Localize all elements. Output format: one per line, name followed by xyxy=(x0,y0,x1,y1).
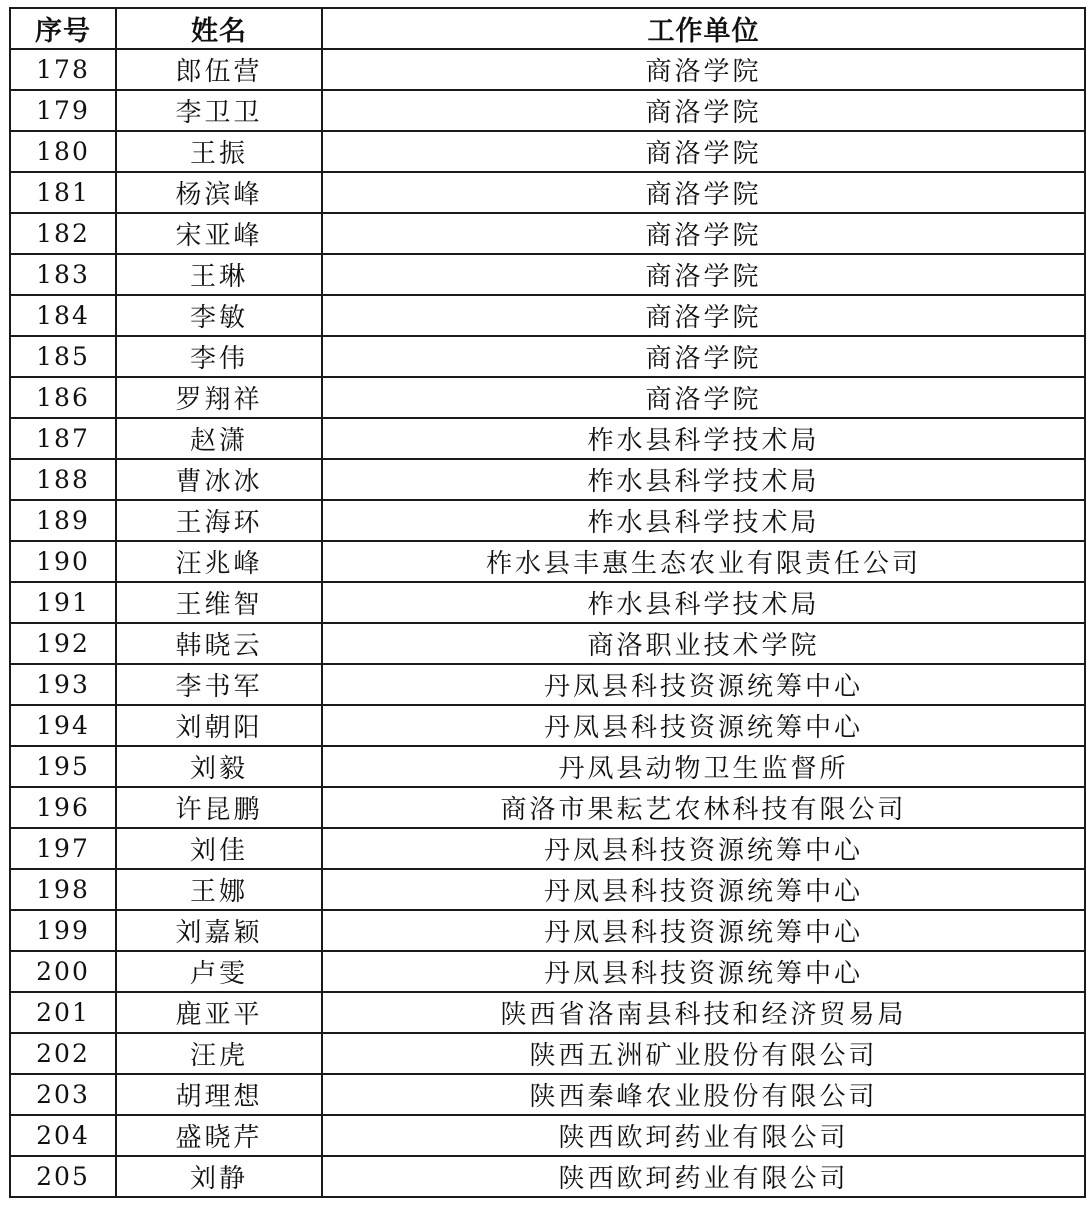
org-cell: 商洛市果耘艺农林科技有限公司 xyxy=(322,787,1085,828)
name-cell: 刘毅 xyxy=(116,746,322,787)
table-row xyxy=(10,541,1085,582)
table-row xyxy=(10,418,1085,459)
header-org: 工作单位 xyxy=(322,8,1085,49)
seq-cell: 188 xyxy=(10,459,116,500)
seq-cell: 179 xyxy=(10,90,116,131)
name-cell: 李敏 xyxy=(116,295,322,336)
org-cell: 商洛学院 xyxy=(322,377,1085,418)
name-cell: 杨滨峰 xyxy=(116,172,322,213)
seq-cell: 183 xyxy=(10,254,116,295)
name-cell: 胡理想 xyxy=(116,1074,322,1115)
seq-cell: 197 xyxy=(10,828,116,869)
table-row xyxy=(10,582,1085,623)
org-cell: 商洛学院 xyxy=(322,295,1085,336)
name-cell: 韩晓云 xyxy=(116,623,322,664)
seq-cell: 196 xyxy=(10,787,116,828)
name-cell: 鹿亚平 xyxy=(116,992,322,1033)
seq-cell: 189 xyxy=(10,500,116,541)
org-cell: 商洛学院 xyxy=(322,336,1085,377)
table-row xyxy=(10,664,1085,705)
table-row xyxy=(10,336,1085,377)
org-cell: 柞水县丰惠生态农业有限责任公司 xyxy=(322,541,1085,582)
seq-cell: 193 xyxy=(10,664,116,705)
org-cell: 陕西秦峰农业股份有限公司 xyxy=(322,1074,1085,1115)
table-row xyxy=(10,705,1085,746)
seq-cell: 203 xyxy=(10,1074,116,1115)
table-row xyxy=(10,1156,1085,1197)
name-cell: 李伟 xyxy=(116,336,322,377)
seq-cell: 194 xyxy=(10,705,116,746)
org-cell: 丹凤县动物卫生监督所 xyxy=(322,746,1085,787)
org-cell: 陕西欧珂药业有限公司 xyxy=(322,1156,1085,1197)
seq-cell: 178 xyxy=(10,49,116,90)
org-cell: 商洛学院 xyxy=(322,90,1085,131)
org-cell: 丹凤县科技资源统筹中心 xyxy=(322,910,1085,951)
name-cell: 王娜 xyxy=(116,869,322,910)
name-cell: 王琳 xyxy=(116,254,322,295)
table-row xyxy=(10,828,1085,869)
name-cell: 王维智 xyxy=(116,582,322,623)
org-cell: 商洛职业技术学院 xyxy=(322,623,1085,664)
roster-table xyxy=(9,7,1086,1198)
org-cell: 丹凤县科技资源统筹中心 xyxy=(322,828,1085,869)
table-row xyxy=(10,459,1085,500)
seq-cell: 180 xyxy=(10,131,116,172)
header-name: 姓名 xyxy=(116,8,322,49)
name-cell: 李书军 xyxy=(116,664,322,705)
table-body xyxy=(10,49,1085,1197)
table-row xyxy=(10,172,1085,213)
seq-cell: 192 xyxy=(10,623,116,664)
table-row xyxy=(10,992,1085,1033)
table-row xyxy=(10,1115,1085,1156)
seq-cell: 187 xyxy=(10,418,116,459)
org-cell: 陕西省洛南县科技和经济贸易局 xyxy=(322,992,1085,1033)
name-cell: 王海环 xyxy=(116,500,322,541)
table-row xyxy=(10,746,1085,787)
org-cell: 商洛学院 xyxy=(322,213,1085,254)
seq-cell: 190 xyxy=(10,541,116,582)
name-cell: 卢雯 xyxy=(116,951,322,992)
seq-cell: 181 xyxy=(10,172,116,213)
table-row xyxy=(10,295,1085,336)
org-cell: 陕西欧珂药业有限公司 xyxy=(322,1115,1085,1156)
table-row xyxy=(10,131,1085,172)
table-row xyxy=(10,787,1085,828)
name-cell: 赵潇 xyxy=(116,418,322,459)
name-cell: 罗翔祥 xyxy=(116,377,322,418)
seq-cell: 201 xyxy=(10,992,116,1033)
org-cell: 丹凤县科技资源统筹中心 xyxy=(322,705,1085,746)
seq-cell: 198 xyxy=(10,869,116,910)
seq-cell: 191 xyxy=(10,582,116,623)
org-cell: 柞水县科学技术局 xyxy=(322,582,1085,623)
org-cell: 商洛学院 xyxy=(322,254,1085,295)
seq-cell: 195 xyxy=(10,746,116,787)
header-seq: 序号 xyxy=(10,8,116,49)
table-row xyxy=(10,377,1085,418)
seq-cell: 205 xyxy=(10,1156,116,1197)
name-cell: 郎伍营 xyxy=(116,49,322,90)
name-cell: 汪虎 xyxy=(116,1033,322,1074)
table-row xyxy=(10,90,1085,131)
name-cell: 刘静 xyxy=(116,1156,322,1197)
table-row xyxy=(10,951,1085,992)
org-cell: 丹凤县科技资源统筹中心 xyxy=(322,951,1085,992)
org-cell: 柞水县科学技术局 xyxy=(322,459,1085,500)
org-cell: 商洛学院 xyxy=(322,49,1085,90)
org-cell: 商洛学院 xyxy=(322,131,1085,172)
table-row xyxy=(10,49,1085,90)
name-cell: 曹冰冰 xyxy=(116,459,322,500)
table-row xyxy=(10,254,1085,295)
org-cell: 陕西五洲矿业股份有限公司 xyxy=(322,1033,1085,1074)
name-cell: 刘朝阳 xyxy=(116,705,322,746)
seq-cell: 186 xyxy=(10,377,116,418)
seq-cell: 199 xyxy=(10,910,116,951)
seq-cell: 182 xyxy=(10,213,116,254)
table-row xyxy=(10,1033,1085,1074)
name-cell: 刘嘉颖 xyxy=(116,910,322,951)
name-cell: 李卫卫 xyxy=(116,90,322,131)
name-cell: 盛晓芹 xyxy=(116,1115,322,1156)
seq-cell: 184 xyxy=(10,295,116,336)
table-row xyxy=(10,213,1085,254)
org-cell: 商洛学院 xyxy=(322,172,1085,213)
name-cell: 王振 xyxy=(116,131,322,172)
seq-cell: 202 xyxy=(10,1033,116,1074)
table-row xyxy=(10,623,1085,664)
header-row xyxy=(10,8,1085,49)
org-cell: 柞水县科学技术局 xyxy=(322,418,1085,459)
name-cell: 宋亚峰 xyxy=(116,213,322,254)
org-cell: 丹凤县科技资源统筹中心 xyxy=(322,869,1085,910)
org-cell: 柞水县科学技术局 xyxy=(322,500,1085,541)
seq-cell: 200 xyxy=(10,951,116,992)
table-row xyxy=(10,500,1085,541)
table-row xyxy=(10,869,1085,910)
name-cell: 汪兆峰 xyxy=(116,541,322,582)
table-row xyxy=(10,910,1085,951)
table-row xyxy=(10,1074,1085,1115)
table-header xyxy=(10,8,1085,49)
seq-cell: 185 xyxy=(10,336,116,377)
org-cell: 丹凤县科技资源统筹中心 xyxy=(322,664,1085,705)
seq-cell: 204 xyxy=(10,1115,116,1156)
name-cell: 许昆鹏 xyxy=(116,787,322,828)
name-cell: 刘佳 xyxy=(116,828,322,869)
